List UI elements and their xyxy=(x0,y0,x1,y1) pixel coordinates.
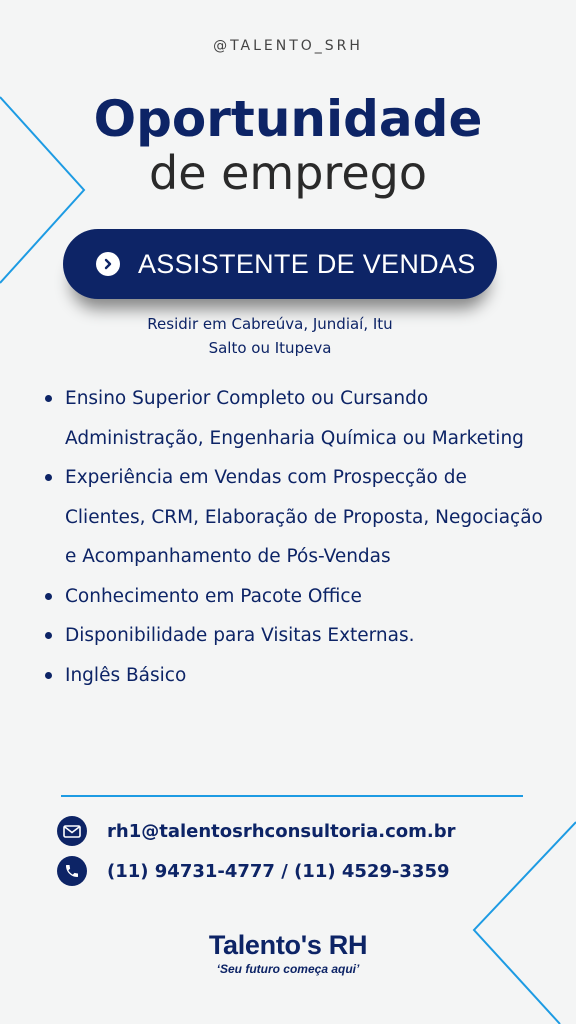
job-title: ASSISTENTE DE VENDAS xyxy=(138,248,476,279)
page-subtitle: de emprego xyxy=(149,146,427,200)
brand-name: Talento's RH xyxy=(208,930,368,960)
requirement-text: Inglês Básico xyxy=(65,664,187,686)
contact-phone[interactable] xyxy=(57,855,450,887)
requirement-item xyxy=(44,577,544,617)
bullet-icon xyxy=(45,395,52,402)
bullet-icon xyxy=(45,632,52,639)
job-title-banner xyxy=(63,229,497,299)
chevron-right-icon xyxy=(96,252,120,276)
requirement-text: Disponibilidade para Visitas Externas. xyxy=(65,625,415,646)
social-handle: @TALENTO_SRH xyxy=(213,38,363,54)
contact-email[interactable] xyxy=(57,815,455,847)
requirement-item xyxy=(44,616,544,656)
requirement-text: Experiência em Vendas com Prospecção de Clientes, CRM, Elaboração de Proposta, Negociação e Acompanhamento de Pós-Vendas xyxy=(65,467,543,567)
requirement-item xyxy=(44,458,544,577)
email-address[interactable]: rh1@talentosrhconsultoria.com.br xyxy=(107,820,456,842)
brand-logo xyxy=(0,930,576,976)
section-divider xyxy=(61,795,523,797)
location-requirement xyxy=(0,312,540,360)
requirement-item xyxy=(44,656,544,696)
requirements-list xyxy=(44,379,544,695)
phone-numbers[interactable]: (11) 94731-4777 / (11) 4529-3359 xyxy=(107,860,450,882)
phone-icon xyxy=(57,856,87,886)
page-title: Oportunidade xyxy=(93,90,483,148)
requirement-item xyxy=(44,379,544,458)
bullet-icon xyxy=(45,474,52,481)
requirement-text: Ensino Superior Completo ou Cursando Administração, Engenharia Química ou Marketing xyxy=(65,388,524,449)
requirement-text: Conhecimento em Pacote Office xyxy=(65,585,362,607)
brand-tagline: ‘Seu futuro começa aqui’ xyxy=(216,962,360,976)
location-line-1: Residir em Cabreúva, Jundiaí, Itu xyxy=(147,315,393,333)
location-line-2: Salto ou Itupeva xyxy=(208,339,332,357)
bullet-icon xyxy=(45,672,52,679)
envelope-icon xyxy=(57,816,87,846)
bullet-icon xyxy=(45,593,52,600)
